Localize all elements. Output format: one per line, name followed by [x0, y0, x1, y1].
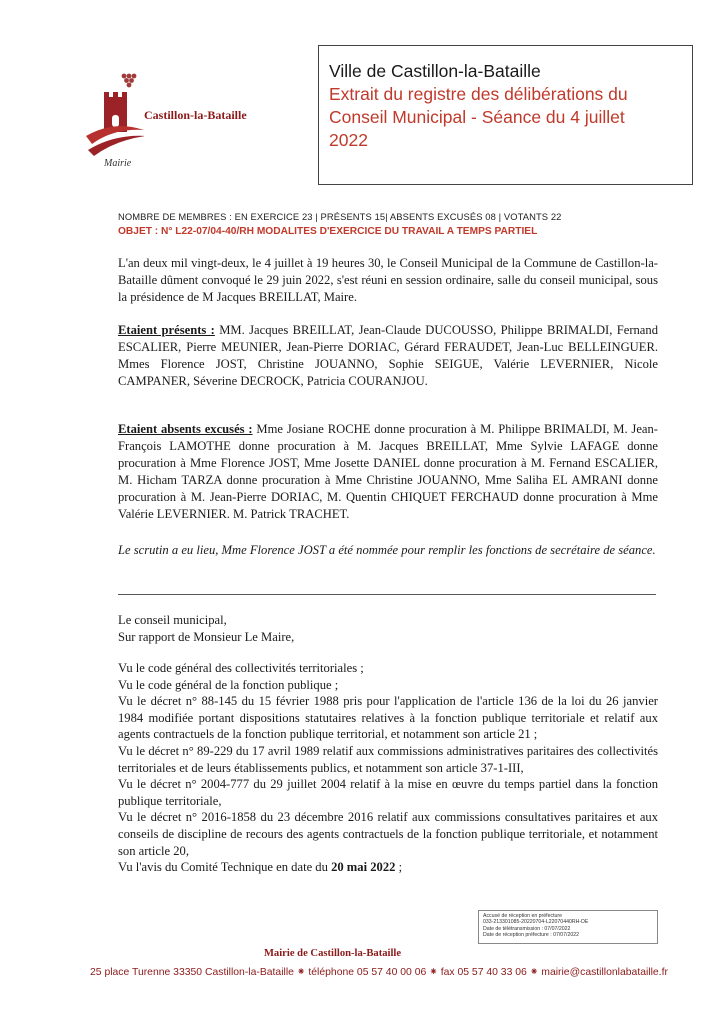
- grapes-icon: [122, 74, 137, 88]
- visa-item: Vu le code général de la fonction publique ;: [118, 677, 339, 692]
- header-title-line-3: 2022: [329, 130, 368, 150]
- visa-last-date: 20 mai 2022: [331, 860, 396, 875]
- stamp-line: Date de réception préfecture : 07/07/2022: [483, 932, 580, 939]
- visa-item: Vu le décret n° 2016-1858 du 23 décembre 2016 relatif aux commissions consultatives paritaires et aux conseils de discipline de recours des agents contractuels de la fonction publique territoriale, et notamment son article 20,: [118, 810, 658, 858]
- prefecture-receipt-stamp: [478, 910, 658, 944]
- council-line: Le conseil municipal,: [118, 613, 227, 627]
- header-title-line-1: Extrait du registre des délibérations du: [329, 84, 628, 104]
- town-logo: [84, 70, 284, 180]
- footer-address: 25 place Turenne 33350 Castillon-la-Bataille ⁕ téléphone 05 57 40 00 06 ⁕ fax 05 57 40 33 06 ⁕ mairie@castillonlabataille.fr: [90, 967, 668, 978]
- absents-label: Etaient absents excusés :: [118, 422, 253, 436]
- header-title-line-2: Conseil Municipal - Séance du 4 juillet: [329, 107, 625, 127]
- members-count-line: NOMBRE DE MEMBRES : EN EXERCICE 23 | PRÉSENTS 15| ABSENTS EXCUSÉS 08 | VOTANTS 22: [118, 211, 562, 222]
- visa-item: Vu le décret n° 2004-777 du 29 juillet 2004 relatif à la mise en œuvre du temps partiel dans la fonction publique territoriale,: [118, 777, 658, 808]
- presents-label: Etaient présents :: [118, 323, 215, 337]
- stamp-line: Date de télétransmission : 07/07/2022: [483, 925, 571, 932]
- absents-list: Mme Josiane ROCHE donne procuration à M. Philippe BRIMALDI, M. Jean-François LAMOTHE donne procuration à M. Jacques BREILLAT, Mme Sylvie LAFAGE donne procuration à Mme Florence JOST, Mme Josette DANIEL donne procuration à M. Fernand ESCALIER, M. Hicham TARZA donne procuration à Mme Christine JOUANNO, Mme Saliha EL AMRANI donne procuration à M. Jean-Pierre DORIAC, M. Quentin CHIQUET FERCHAUD donne procuration à Mme Valérie LEVERNIER. M. Patrick TRACHET.: [118, 422, 658, 521]
- city-name: Ville de Castillon-la-Bataille: [329, 61, 541, 81]
- report-line: Sur rapport de Monsieur Le Maire,: [118, 630, 295, 644]
- visa-item: Vu le décret n° 88-145 du 15 février 1988 pris pour l'application de l'article 136 de la loi du 26 janvier 1984 modifiée portant dispositions statutaires relatives à la fonction publique territoriale et relatif aux agents contractuels de la fonction publique territorial, et notamment son article 21 ;: [118, 694, 658, 742]
- stamp-line: 033-213301085-20220704-L22070440RH-DE: [483, 919, 589, 926]
- intro-paragraph: L'an deux mil vingt-deux, le 4 juillet à 19 heures 30, le Conseil Municipal de la Commune de Castillon-la-Bataille dûment convoqué le 29 juin 2022, s'est réuni en session ordinaire, salle du conseil municipal, sous la présidence de M Jacques BREILLAT, Maire.: [118, 256, 658, 304]
- visa-last-suffix: ;: [395, 860, 403, 875]
- presents-list: MM. Jacques BREILLAT, Jean-Claude DUCOUSSO, Philippe BRIMALDI, Fernand ESCALIER, Pierre MEUNIER, Jean-Pierre DORIAC, Gérard FERAUDET, Jean-Luc BELLEINGUER. Mmes Florence JOST, Christine JOUANNO, Sophie SEIGUE, Valérie LEVERNIER, Nicole CAMPANER, Séverine DECROCK, Patricia COURANJOU.: [118, 323, 658, 388]
- visa-item: Vu le code général des collectivités territoriales ;: [118, 661, 364, 675]
- visa-item: Vu le décret n° 89-229 du 17 avril 1989 relatif aux commissions administratives paritaires des collectivités territoriales et de leurs établissements publics, et notamment son article 37-1-III,: [118, 743, 658, 775]
- absents-paragraph: [118, 421, 658, 523]
- visa-item-last: [118, 859, 658, 876]
- deliberation-object: OBJET : N° L22-07/04-40/RH MODALITES D'EXERCICE DU TRAVAIL A TEMPS PARTIEL: [118, 226, 538, 237]
- logo-mairie-label: Mairie: [104, 158, 132, 169]
- stamp-line: Accusé de réception en préfecture: [483, 913, 563, 919]
- scrutin-paragraph: Le scrutin a eu lieu, Mme Florence JOST a été nommée pour remplir les fonctions de secrétaire de séance.: [118, 543, 656, 557]
- castle-tower-icon: [84, 70, 144, 160]
- section-divider: [118, 594, 656, 595]
- presents-paragraph: [118, 322, 658, 390]
- footer-town-hall: Mairie de Castillon-la-Bataille: [263, 948, 402, 959]
- deliberation-header: [318, 45, 693, 185]
- legal-references: [118, 660, 658, 876]
- visa-last-prefix: Vu l'avis du Comité Technique en date du: [118, 860, 332, 875]
- logo-town-name: Castillon-la-Bataille: [144, 108, 247, 122]
- council-intro: [118, 612, 294, 646]
